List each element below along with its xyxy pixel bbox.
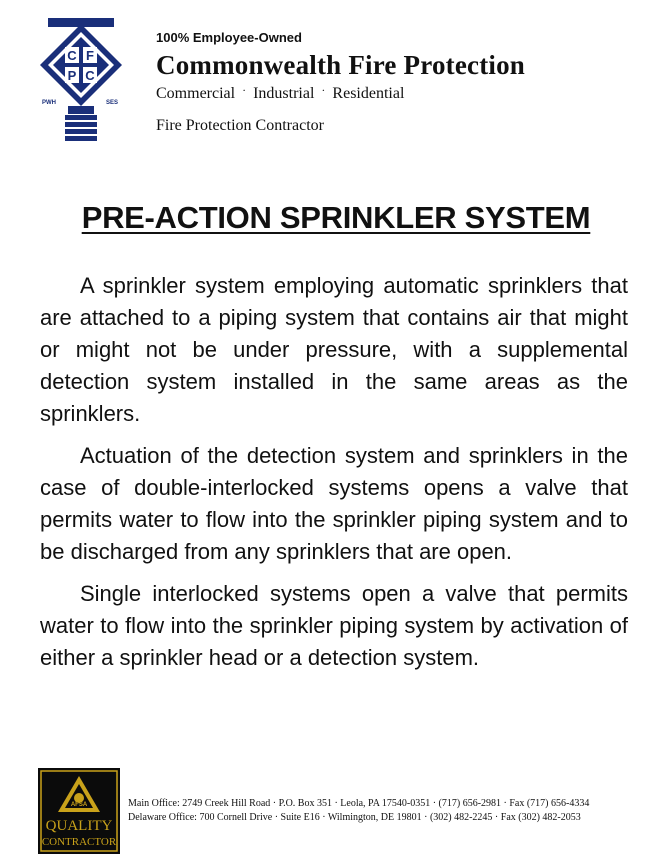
market-separator: · — [321, 83, 326, 97]
market-list — [156, 85, 404, 103]
afsa-quality-contractor-badge-icon — [38, 768, 120, 854]
company-name: Commonwealth Fire Protection — [156, 50, 526, 80]
badge-org: AFSA — [70, 802, 88, 808]
sprinkler-head-logo-icon — [38, 18, 124, 146]
page-title-wrap — [0, 200, 672, 236]
logo-letter: P — [67, 68, 77, 83]
logo-letter: C — [85, 68, 95, 83]
body-paragraph: Actuation of the detection system and sprinklers in the case of double-interlocked systems opens a valve that permits water to flow into the sprinkler piping system and to be discharged from any sprinklers that are open. — [40, 443, 628, 564]
logo-letter: F — [86, 48, 94, 63]
delaware-office-address: Delaware Office: 700 Cornell Drive · Suite E16 · Wilmington, DE 19801 · (302) 482-2245 · Fax (302) 482-2053 — [128, 812, 581, 823]
body-paragraph: Single interlocked systems open a valve that permits water to flow into the sprinkler piping system by activation of either a sprinkler head or a detection system. — [40, 581, 628, 670]
body-paragraph: A sprinkler system employing automatic sprinklers that are attached to a piping system that contains air that might or might not be under pressure, with a supplemental detection system installed in the same areas as the sprinklers. — [40, 273, 628, 426]
logo-letter: C — [67, 48, 77, 63]
main-office-address: Main Office: 2749 Creek Hill Road · P.O. Box 351 · Leola, PA 17540-0351 · (717) 656-2981 · Fax (717) 656-4334 — [128, 798, 590, 809]
footer-addresses — [128, 797, 668, 825]
market-residential: Residential — [332, 85, 405, 102]
logo-mark-left: PWH — [42, 100, 56, 106]
document-body — [40, 270, 628, 684]
employee-owned-tagline: 100% Employee-Owned — [156, 30, 302, 45]
market-commercial: Commercial — [156, 85, 236, 102]
page-title: PRE-ACTION SPRINKLER SYSTEM — [81, 200, 591, 235]
badge-line-2: CONTRACTOR — [41, 836, 117, 848]
market-separator: · — [242, 83, 247, 97]
badge-line-1: QUALITY — [45, 818, 113, 834]
market-industrial: Industrial — [253, 85, 315, 102]
company-role: Fire Protection Contractor — [156, 117, 324, 134]
logo-mark-right: SES — [106, 100, 119, 106]
